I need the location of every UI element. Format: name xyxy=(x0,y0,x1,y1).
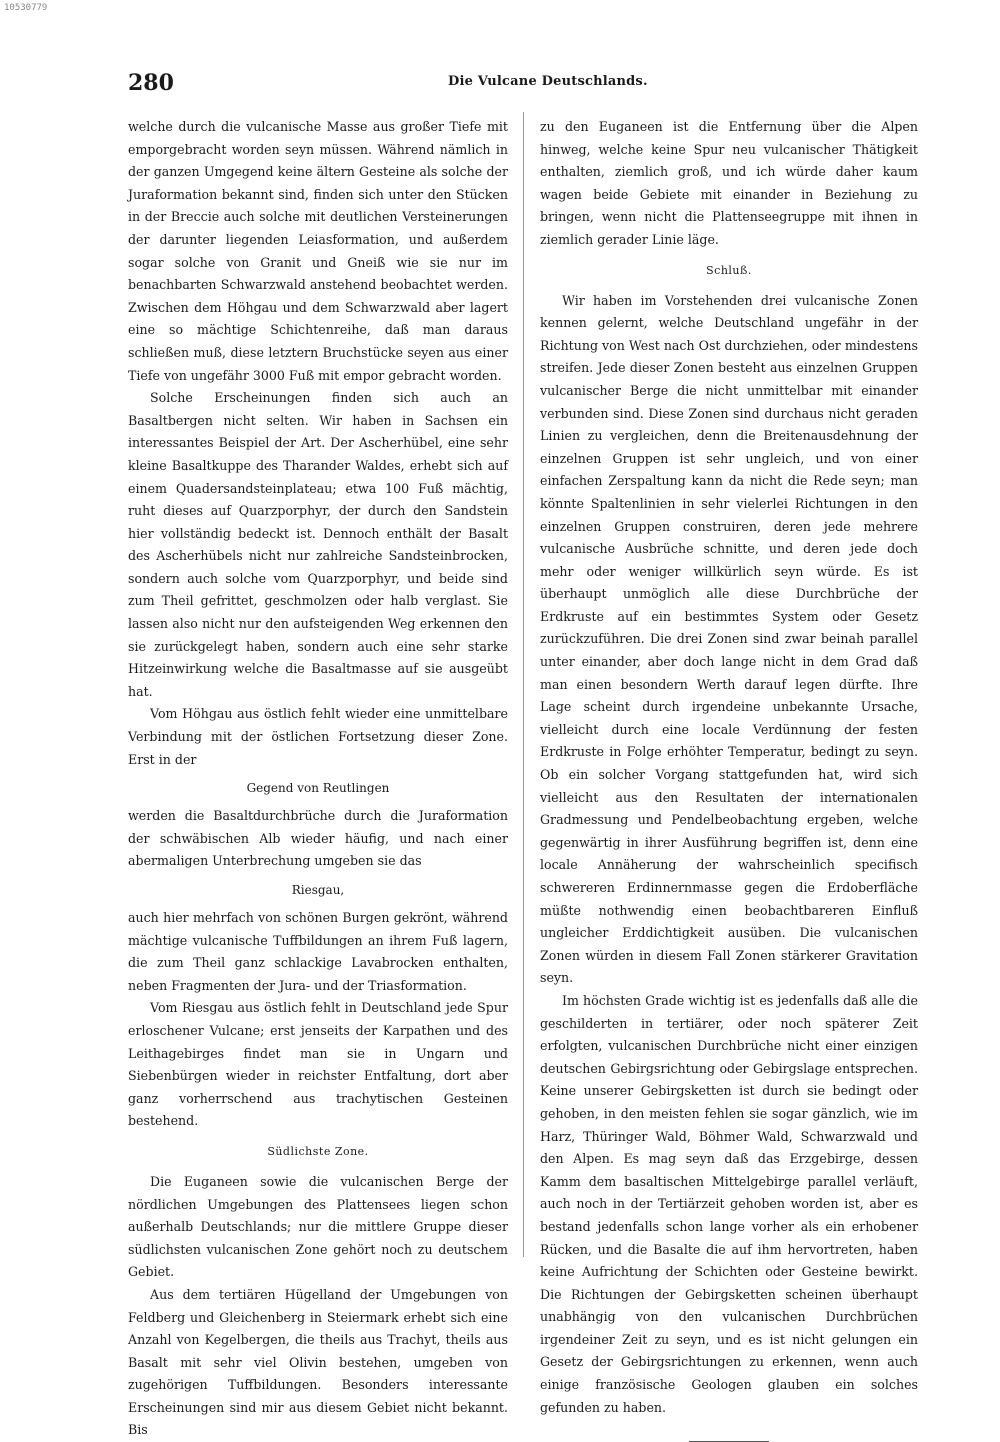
paragraph: Vom Höhgau aus östlich fehlt wieder eine unmittelbare Verbindung mit der östlichen Fortsetzung dieser Zone. Erst in der xyxy=(128,706,508,767)
scan-id-stamp: 10530779 xyxy=(4,3,48,13)
section-subheading: Riesgau, xyxy=(291,883,345,897)
paragraph: Vom Riesgau aus östlich fehlt in Deutschland jede Spur erloschener Vulcane; erst jenseits der Karpathen und des Leithagebirges findet man sie in Ungarn und Siebenbürgen wieder in reichster Entfaltung, dort aber ganz vorherrschend aus trachytischen Gesteinen bestehend. xyxy=(128,1000,508,1129)
paragraph: zu den Euganeen ist die Entfernung über die Alpen hinweg, welche keine Spur neu vulcanischer Thätigkeit enthalten, ziemlich groß, und ich würde daher kaum wagen beide Gebiete mit einander in Beziehung zu bringen, wenn nicht die Plattenseegruppe mit ihnen in ziemlich gerader Linie läge. xyxy=(540,119,918,247)
paragraph: welche durch die vulcanische Masse aus großer Tiefe mit emporgebracht worden seyn müssen. Während nämlich in der ganzen Umgegend keine ältern Gesteine als solche der Juraformation bekannt sind, finden sich unter den Stücken in der Breccie auch solche mit deutlichen Versteinerungen der darunter liegenden Leiasformation, und außerdem sogar solche von Granit und Gneiß wie sie nur im benachbarten Schwarzwald anstehend beobachtet werden. Zwischen dem Höhgau und dem Schwarzwald aber lagert eine so mächtige Schichtenreihe, daß man daraus schließen muß, diese letztern Bruchstücke seyen aus einer Tiefe von ungefähr 3000 Fuß mit empor gebracht worden. xyxy=(128,119,508,383)
page-number: 280 xyxy=(128,70,174,96)
running-head: Die Vulcane Deutschlands. xyxy=(448,74,648,89)
paragraph: werden die Basaltdurchbrüche durch die Juraformation der schwäbischen Alb wieder häufig, und nach einer abermaligen Unterbrechung umgeben sie das xyxy=(128,808,508,869)
paragraph: Aus dem tertiären Hügelland der Umgebungen von Feldberg und Gleichenberg in Steiermark erhebt sich eine Anzahl von Kegelbergen, die theils aus Trachyt, theils aus Basalt mit sehr viel Olivin bestehen, umgeben von zugehörigen Tuffbildungen. Besonders interessante Erscheinungen sind mir aus diesem Gebiet nicht bekannt. Bis xyxy=(128,1286,508,1438)
paragraph: auch hier mehrfach von schönen Burgen gekrönt, während mächtige vulcanische Tuffbildungen an ihrem Fuß lagern, die zum Theil ganz schlackige Lavabrocken enthalten, neben Fragmenten der Jura- und der Triasformation. xyxy=(128,910,508,993)
section-subheading: Gegend von Reutlingen xyxy=(246,781,390,796)
section-heading: Schluß. xyxy=(706,263,752,277)
paragraph: Wir haben im Vorstehenden drei vulcanische Zonen kennen gelernt, welche Deutschland ungefähr in der Richtung von West nach Ost durchziehen, oder mindestens streifen. Jede dieser Zonen besteht aus einzelnen Gruppen vulcanischer Berge die nicht unmittelbar mit einander verbunden sind. Diese Zonen sind durchaus nicht geraden Linien zu vergleichen, denn die Breitenausdehnung der einzelnen Gruppen ist sehr ungleich, und von einer einfachen Zerspaltung kann da nicht die Rede seyn; man könnte Spaltenlinien in sehr vielerlei Richtungen in den einzelnen Gruppen construiren, deren jede mehrere vulcanische Ausbrüche schnitte, und deren jede doch mehr oder weniger willkürlich seyn würde. Es ist überhaupt unmöglich alle diese Durchbrüche der Erdkruste auf ein bestimmtes System oder Gesetz zurückzuführen. Die drei Zonen sind zwar beinah parallel unter einander, aber doch lange nicht in dem Grad daß man einen besondern Werth darauf legen dürfte. Ihre Lage scheint durch irgendeine unbekannte Ursache, vielleicht durch eine locale Verdünnung der festen Erdkruste in Folge erhöhter Temperatur, bedingt zu seyn. Ob ein solcher Vorgang stattgefunden hat, wird sich vielleicht aus den Resultaten der internationalen Gradmessung und Pendelbeobachtung ergeben, welche gegenwärtig in ihrer Ausführung begriffen ist, denn eine locale Annäherung der wahrscheinlich specifisch schwereren Erdinnernmasse gegen die Erdoberfläche müßte nothwendig einen beobachtbareren Einfluß ungleicher Erddichtigkeit ausüben. Die vulcanischen Zonen würden in diesem Fall Zonen stärkerer Gravitation seyn. xyxy=(540,292,918,986)
section-heading: Südlichste Zone. xyxy=(267,1144,369,1158)
paragraph: Die Euganeen sowie die vulcanischen Berge der nördlichen Umgebungen des Plattensees liegen schon außerhalb Deutschlands; nur die mittlere Gruppe dieser südlichsten vulcanischen Zone gehört noch zu deutschem Gebiet. xyxy=(128,1173,508,1280)
right-column xyxy=(540,116,918,1442)
column-divider xyxy=(523,112,524,1257)
paragraph: Im höchsten Grade wichtig ist es jedenfalls daß alle die geschilderten in tertiärer, oder noch späterer Zeit erfolgten, vulcanischen Durchbrüche nicht einer einzigen deutschen Gebirgsrichtung oder Gebirgslage entsprechen. Keine unserer Gebirgsketten ist durch sie bedingt oder gehoben, in den meisten fehlen sie sogar gänzlich, wie im Harz, Thüringer Wald, Böhmer Wald, Schwarzwald und den Alpen. Es mag seyn daß das Erzgebirge, dessen Kamm dem basaltischen Mittelgebirge parallel verläuft, auch noch in der Tertiärzeit gehoben worden ist, aber es bestand jedenfalls schon lange vorher als ein erhobener Rücken, und die Basalte die auf ihm hervortreten, haben keine Aufrichtung der Schichten oder Gesteine bewirkt. Die Richtungen der Gebirgsketten scheinen überhaupt unabhängig von den vulcanischen Durchbrüchen irgendeiner Zeit zu seyn, und es ist nicht gelungen ein Gesetz der Gebirgsrichtungen zu erkennen, wenn auch einige französische Geologen glauben ein solches gefunden zu haben. xyxy=(540,992,918,1415)
left-column xyxy=(128,116,508,1442)
paragraph: Solche Erscheinungen finden sich auch an Basaltbergen nicht selten. Wir haben in Sachsen ein interessantes Beispiel der Art. Der Ascherhübel, eine sehr kleine Basaltkuppe des Tharander Waldes, erhebt sich auf einem Quadersandsteinplateau; etwa 100 Fuß mächtig, ruht dieses auf Quarzporphyr, der durch den Sandstein hier vollständig bedeckt ist. Dennoch enthält der Basalt des Ascherhübels nicht nur zahlreiche Sandsteinbrocken, sondern auch solche vom Quarzporphyr, und beide sind zum Theil gefrittet, geschmolzen oder halb verglast. Sie lassen also nicht nur den aufsteigenden Weg erkennen den sie zurückgelegt haben, sondern auch eine sehr starke Hitzeinwirkung welche die Basaltmasse auf sie ausgeübt hat. xyxy=(128,390,508,699)
